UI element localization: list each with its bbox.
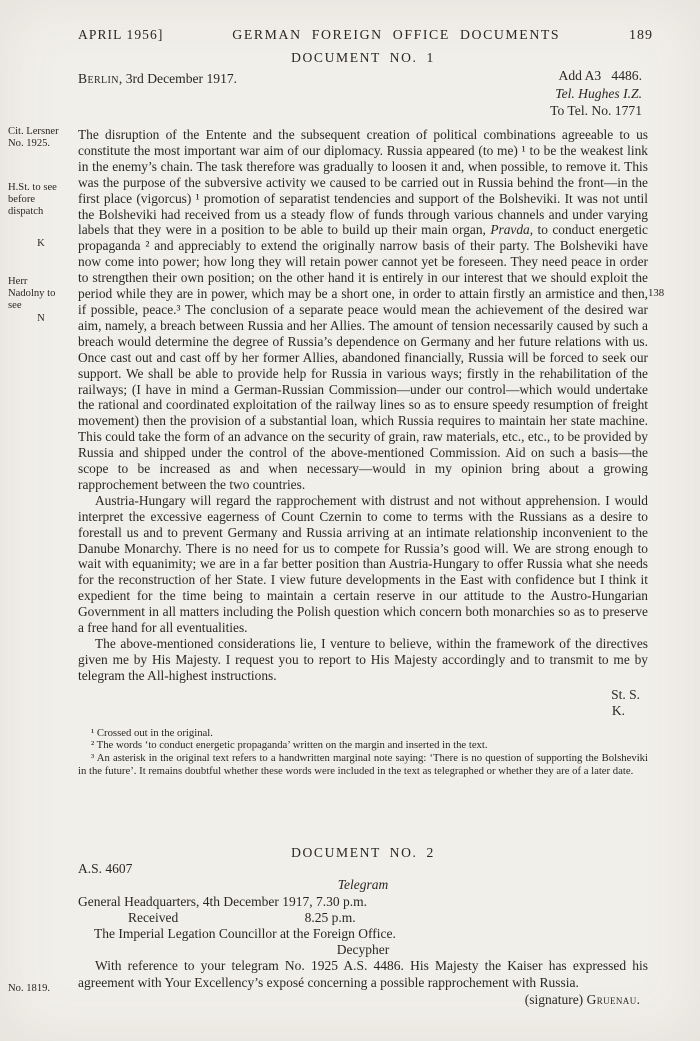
- document-1-paragraph-3: The above-mentioned considerations lie, I venture to believe, within the framework of the directives given me by His Majesty. I request you to report to His Majesty accordingly and to transmit to me by telegram the All-highest instructions.: [78, 636, 648, 683]
- document-2-body: With reference to your telegram No. 1925 A.S. 4486. His Majesty the Kaiser has expressed his agreement with Your Excellency’s exposé concerning a possible rapprochement with Russia.: [78, 958, 648, 990]
- paragraph-1-text-b: , to conduct energetic propaganda ² and appreciably to extend the originally narrow basis of their party. The Bolsheviki have now come into power; how long they will retain power cannot yet be foreseen. They need peace in order to strengthen their own position; on the other hand it is entirely in our interest that we should exploit the period while they are in power, which may be a short one, in order to attain firstly an armistice and then, if possible, peace.³ The conclusion of a separate peace would mean the achievement of the desired war aim, namely, a breach between Russia and her Allies. The amount of tension necessarily caused by such a breach would determine the degree of Russia’s dependence on Germany and her future relations with us. Once cast out and cast off by her former Allies, abandoned financially, Russia will be forced to seek our support. We shall be able to provide help for Russia in various ways; firstly in the rehabilitation of the railways; (I have in mind a German-Russian Commission—under our control—which would undertake the rational and coordinated exploitation of the railway lines so as to ensure speedy resumption of freight movement) then the provision of a substantial loan, which Russia requires to maintain her state machine. This could take the form of an advance on the security of grain, raw materials, etc., etc., to be provided by Russia and shipped under the control of the above-mentioned Commission. Aid on such a basis—the scope to be increased as and when necessary—would in my opinion bring about a growing rapprochement between the two countries.: [78, 222, 648, 492]
- document-1-paragraph-2: Austria-Hungary will regard the rapprochement with distrust and not without apprehension. I would interpret the excessive eagerness of Count Czernin to come to terms with the Russians as a desire to forestall us and to prevent Germany and Russia arriving at an intimate relationship inconvenient to the Danube Monarchy. There is no need for us to compete for Russia’s good will. We are strong enough to wait with equanimity; we are in a far better position than Austria-Hungary to offer Russia what she needs for the reconstruction of her State. I view future developments in the East with confidence but I think it expedient for the time being to maintain a certain reserve in our attitude to the Austro-Hungarian Government in all matters including the Polish question which concern both monarchies so as to preserve a free hand for all eventualities.: [78, 492, 648, 636]
- received-label: Received: [128, 909, 179, 925]
- running-head: [78, 27, 653, 44]
- footnote-2: ² The words ‘to conduct energetic propaganda’ written on the margin and inserted in the text.: [91, 739, 488, 752]
- telegram-number: To Tel. No. 1771: [550, 103, 642, 118]
- document-2-origin-line: General Headquarters, 4th December 1917, 7.30 p.m.: [78, 893, 368, 909]
- telegraph-type: Tel. Hughes I.Z.: [555, 85, 642, 101]
- reference-number: Add A3 4486.: [558, 68, 642, 83]
- footnote-1: ¹ Crossed out in the original.: [91, 726, 213, 739]
- margin-note-cit-lersner: Cit. Lersner No. 1925.: [8, 126, 59, 149]
- signature-prefix: (signature): [524, 991, 587, 1007]
- running-head-title: GERMAN FOREIGN OFFICE DOCUMENTS: [232, 27, 561, 42]
- document-1-signature: [78, 687, 648, 720]
- document-2-signature: [78, 992, 648, 1008]
- document-2-received-row: [78, 910, 648, 926]
- dateline: [78, 71, 237, 86]
- margin-note-initial-n: N: [37, 313, 45, 324]
- document-1-paragraph-1: [78, 127, 648, 493]
- footnotes: [78, 727, 648, 778]
- decypher-label: Decypher: [336, 942, 390, 958]
- document-2-addressee: The Imperial Legation Councillor at the Foreign Office.: [94, 926, 396, 942]
- document-1-heading: DOCUMENT NO. 1: [291, 50, 435, 65]
- running-head-date: APRIL 1956]: [78, 27, 164, 42]
- reference-block: [550, 67, 642, 120]
- signature-k: K.: [611, 703, 625, 719]
- document-1: [78, 50, 648, 778]
- document-2-heading: DOCUMENT NO. 2: [291, 845, 435, 860]
- document-2: [78, 845, 648, 1008]
- pravda-italic: Pravda: [490, 222, 530, 238]
- dateline-date: , 3rd December 1917.: [118, 71, 238, 86]
- footnote-3: ³ An asterisk in the original text refers to a handwritten marginal note saying: ‘There is no question of supporting the Bolsheviki in the future’. It remains doubtful whether these words were included in the text as telegraphed or whether they are of a later date.: [78, 752, 648, 777]
- signature-st-s: St. S.: [611, 686, 640, 702]
- margin-note-hst: H.St. to see before dispatch: [8, 182, 57, 217]
- dateline-place: Berlin: [78, 71, 119, 86]
- margin-note-nadolny: Herr Nadolny to see: [8, 276, 56, 311]
- document-2-type: Telegram: [337, 877, 389, 893]
- signature-suffix: .: [636, 991, 640, 1007]
- page-number: 189: [629, 28, 653, 43]
- document-1-dateline-row: [78, 70, 648, 122]
- document-2-reference: A.S. 4607: [78, 861, 133, 877]
- paragraph-1-text-a: The disruption of the Entente and the subsequent creation of political combinations agreeable to us constitute the most important war aim of our diplomacy. Russia appeared (to me) ¹ to be the weakest link in the enemy’s chain. The task therefore was gradually to loosen it and, when possible, to remove it. This was the purpose of the subversive activity we caused to be carried out in Russia behind the front—in the first place (vigorcus) ¹ promotion of separatist tendencies and support of the Bolsheviki. It was not until the Bolsheviki had received from us a steady flow of funds through various channels and under varying labels that they were in a position to be able to build up their main organ,: [78, 127, 648, 238]
- received-time: 8.25 p.m.: [304, 909, 356, 925]
- margin-note-no-1819: No. 1819.: [8, 983, 51, 994]
- right-margin-marker: 138: [648, 287, 665, 299]
- margin-note-initial-k: K: [37, 238, 45, 249]
- signature-name: Gruenau: [586, 991, 637, 1007]
